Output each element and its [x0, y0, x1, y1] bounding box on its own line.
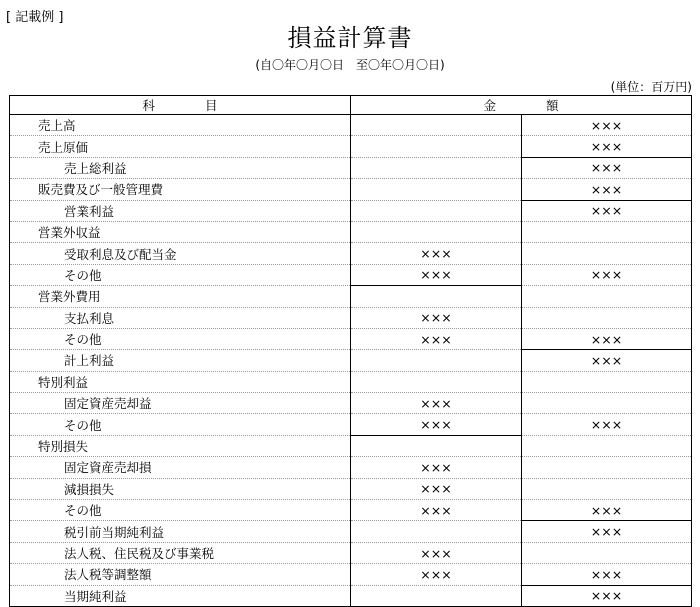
table-row [10, 564, 692, 585]
table-row [10, 286, 692, 307]
table-row [10, 371, 692, 392]
header-item: 科 目 [10, 96, 351, 115]
row-label: 営業利益 [10, 200, 351, 221]
row-label: 固定資産売却損 [10, 457, 351, 478]
amount-detail: ××× [351, 414, 522, 435]
amount-total: ××× [522, 115, 692, 136]
amount-total: ××× [522, 179, 692, 200]
row-label: 固定資産売却益 [10, 393, 351, 414]
table-row [10, 542, 692, 563]
row-label: 売上原価 [10, 136, 351, 157]
amount-total: ××× [522, 564, 692, 585]
amount-detail [351, 350, 522, 371]
amount-total [522, 478, 692, 499]
amount-detail [351, 157, 522, 178]
row-label: 税引前当期純利益 [10, 521, 351, 542]
row-label: 売上高 [10, 115, 351, 136]
unit-label: (単位：百万円) [610, 80, 692, 94]
amount-detail [351, 179, 522, 200]
table-row [10, 136, 692, 157]
table-row [10, 414, 692, 435]
amount-total: ××× [522, 200, 692, 221]
example-tag: [ 記載例 ] [6, 10, 64, 25]
row-label: 計上利益 [10, 350, 351, 371]
table-row [10, 115, 692, 136]
table-row [10, 478, 692, 499]
row-label: 販売費及び一般管理費 [10, 179, 351, 200]
period-range: (自〇年〇月〇日 至〇年〇月〇日) [255, 58, 445, 72]
row-label: 法人税、住民税及び事業税 [10, 542, 351, 563]
amount-total: ××× [522, 264, 692, 285]
table-row [10, 179, 692, 200]
amount-detail [351, 200, 522, 221]
table-row [10, 393, 692, 414]
amount-total [522, 221, 692, 242]
amount-detail: ××× [351, 307, 522, 328]
amount-total: ××× [522, 136, 692, 157]
row-label: 営業外収益 [10, 221, 351, 242]
amount-total [522, 435, 692, 456]
row-label: 法人税等調整額 [10, 564, 351, 585]
table-row [10, 221, 692, 242]
amount-detail [351, 371, 522, 392]
amount-detail [351, 435, 522, 456]
amount-total [522, 286, 692, 307]
table-row [10, 457, 692, 478]
amount-detail [351, 221, 522, 242]
row-label: 受取利息及び配当金 [10, 243, 351, 264]
table-row [10, 243, 692, 264]
amount-total: ××× [522, 328, 692, 349]
page-title: 損益計算書 [287, 24, 413, 52]
table-row [10, 328, 692, 349]
table-row [10, 521, 692, 542]
amount-total: ××× [522, 500, 692, 521]
row-label: その他 [10, 414, 351, 435]
amount-detail [351, 286, 522, 307]
amount-total [522, 243, 692, 264]
row-label: その他 [10, 328, 351, 349]
amount-detail: ××× [351, 564, 522, 585]
amount-total [522, 307, 692, 328]
amount-detail: ××× [351, 393, 522, 414]
amount-total: ××× [522, 157, 692, 178]
table-row [10, 350, 692, 371]
amount-total [522, 542, 692, 563]
row-label: 当期純利益 [10, 585, 351, 606]
amount-total: ××× [522, 585, 692, 606]
income-statement-table [9, 95, 692, 607]
amount-detail: ××× [351, 243, 522, 264]
row-label: その他 [10, 500, 351, 521]
amount-detail: ××× [351, 500, 522, 521]
amount-detail: ××× [351, 457, 522, 478]
table-header-row [10, 96, 692, 115]
row-label: その他 [10, 264, 351, 285]
table-body [10, 115, 692, 607]
amount-detail: ××× [351, 328, 522, 349]
amount-total: ××× [522, 521, 692, 542]
row-label: 特別利益 [10, 371, 351, 392]
amount-detail [351, 136, 522, 157]
amount-detail: ××× [351, 542, 522, 563]
amount-total [522, 457, 692, 478]
amount-total [522, 371, 692, 392]
amount-total [522, 393, 692, 414]
table-row [10, 200, 692, 221]
amount-detail: ××× [351, 478, 522, 499]
table-row [10, 157, 692, 178]
table-row [10, 435, 692, 456]
table-row [10, 264, 692, 285]
amount-total: ××× [522, 414, 692, 435]
table-row [10, 500, 692, 521]
amount-detail [351, 115, 522, 136]
header-amount: 金 額 [351, 96, 692, 115]
row-label: 営業外費用 [10, 286, 351, 307]
row-label: 売上総利益 [10, 157, 351, 178]
table-row [10, 307, 692, 328]
row-label: 特別損失 [10, 435, 351, 456]
row-label: 支払利息 [10, 307, 351, 328]
amount-detail: ××× [351, 264, 522, 285]
amount-detail [351, 521, 522, 542]
amount-total: ××× [522, 350, 692, 371]
row-label: 減損損失 [10, 478, 351, 499]
